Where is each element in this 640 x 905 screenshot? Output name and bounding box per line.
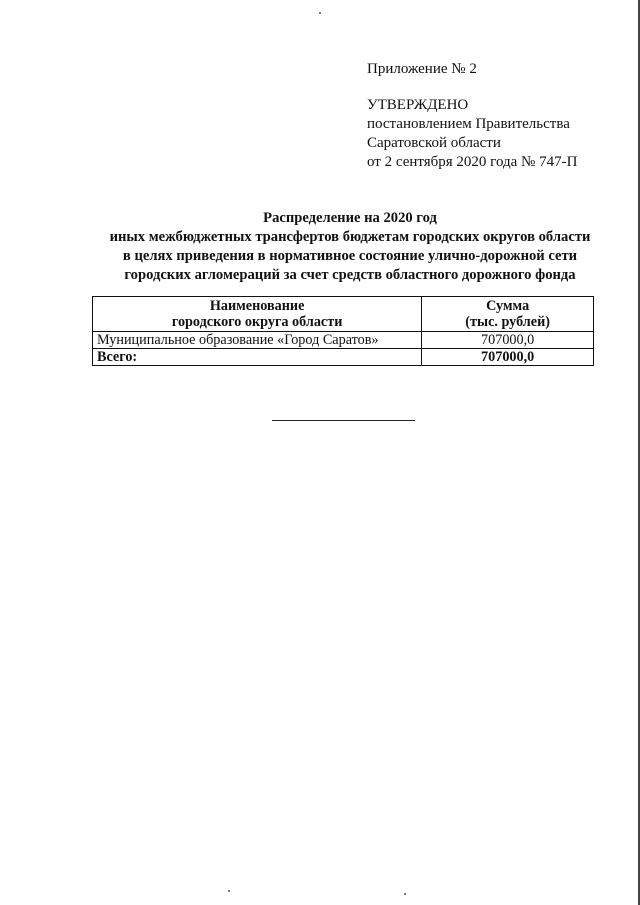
document-title <box>60 209 640 285</box>
column-header-sum: Сумма (тыс. рублей) <box>422 297 594 332</box>
title-line-3: в целях приведения в нормативное состояние улично-дорожной сети <box>122 248 578 264</box>
distribution-table <box>92 296 594 366</box>
total-label-cell: Всего: <box>93 349 422 366</box>
column-header-name: Наименование городского округа области <box>93 297 422 332</box>
total-sum-cell: 707000,0 <box>422 349 594 366</box>
approval-line-1: постановлением Правительства <box>367 116 570 132</box>
table-header-row <box>93 297 594 332</box>
appendix-number: Приложение № 2 <box>367 61 477 77</box>
title-line-2: иных межбюджетных трансфертов бюджетам городских округов области <box>109 229 591 245</box>
title-line-4: городских агломераций за счет средств областного дорожного фонда <box>124 267 576 283</box>
scan-speck <box>228 890 230 892</box>
scan-speck <box>404 893 406 895</box>
table-row <box>93 332 594 349</box>
approval-line-2: Саратовской области <box>367 135 501 151</box>
approval-block <box>367 60 577 172</box>
row-sum-cell: 707000,0 <box>422 332 594 349</box>
table-total-row <box>93 349 594 366</box>
scan-speck <box>319 12 321 14</box>
approved-stamp: УТВЕРЖДЕНО <box>367 97 469 113</box>
closing-rule <box>272 420 415 421</box>
title-line-1: Распределение на 2020 год <box>263 210 437 226</box>
row-name-cell: Муниципальное образование «Город Саратов» <box>93 332 422 349</box>
approval-line-3: от 2 сентября 2020 года № 747-П <box>367 154 578 170</box>
